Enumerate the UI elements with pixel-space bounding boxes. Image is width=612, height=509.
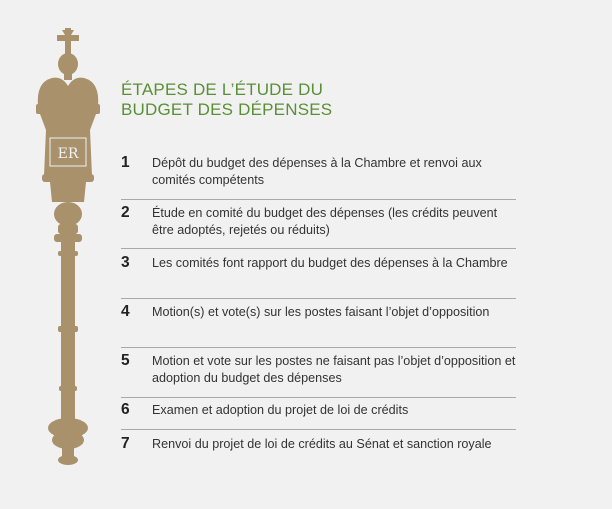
step-number: 2 [121,204,130,221]
step-text: Examen et adoption du projet de loi de crédits [152,403,409,417]
step-text: Motion et vote sur les postes ne faisant pas l’objet d’opposition et adoption du budget des dépenses [152,354,516,385]
ceremonial-mace-icon [28,26,108,476]
step-number: 6 [121,401,130,418]
step-4 [121,299,516,348]
step-text: Motion(s) et vote(s) sur les postes faisant l’objet d’opposition [152,305,490,319]
step-6 [121,398,516,430]
step-number: 7 [121,435,130,452]
mace-monogram: ER [57,146,79,162]
step-text: Étude en comité du budget des dépenses (les crédits peuvent être adoptés, rejetés ou réduits) [152,206,498,237]
step-number: 3 [121,254,130,271]
title-line-2: BUDGET DES DÉPENSES [121,100,333,119]
step-5 [121,348,516,398]
step-7 [121,430,516,474]
step-1 [121,148,516,200]
diagram-title [121,80,421,120]
steps-list [121,148,516,474]
step-text: Les comités font rapport du budget des dépenses à la Chambre [152,256,508,270]
step-2 [121,200,516,249]
title-line-1: ÉTAPES DE L’ÉTUDE DU [121,80,324,99]
step-text: Dépôt du budget des dépenses à la Chambre et renvoi aux comités compétents [152,156,482,187]
step-number: 1 [121,154,130,171]
step-text: Renvoi du projet de loi de crédits au Sénat et sanction royale [152,437,492,451]
step-3 [121,249,516,299]
step-number: 4 [121,303,130,320]
step-number: 5 [121,352,130,369]
